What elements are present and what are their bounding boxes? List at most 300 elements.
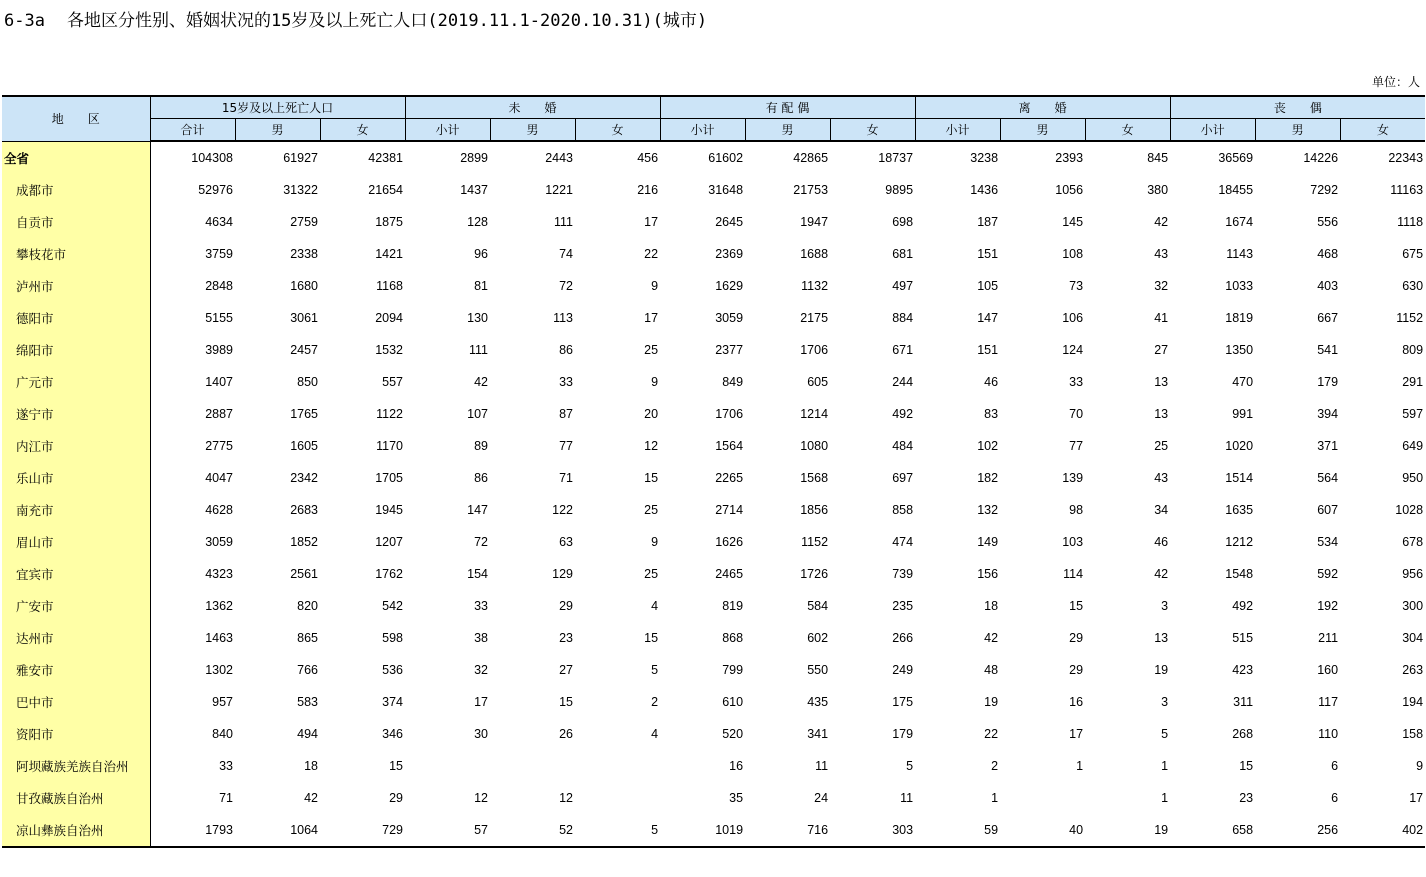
value-cell: 2265 [715,471,744,485]
header-subcolumn: 男 [745,119,830,142]
value-cell: 474 [892,535,914,549]
value-cell: 311 [1233,695,1254,709]
value-cell: 2094 [375,311,404,325]
value-cell: 1852 [290,535,318,549]
value-cell: 3 [1161,599,1169,613]
value-cell: 300 [1402,599,1424,613]
value-cell: 1568 [800,471,829,485]
value-cell: 268 [1232,727,1254,741]
value-cell: 158 [1402,727,1424,741]
value-cell: 12 [644,439,659,453]
value-cell: 423 [1232,663,1254,677]
value-cell: 211 [1318,631,1339,645]
region-cell: 攀枝花市 [2,238,150,270]
value-cell: 304 [1402,631,1424,645]
value-cell: 13 [1154,631,1169,645]
value-cell: 819 [722,599,744,613]
value-cell: 1143 [1226,247,1254,261]
value-cell: 31322 [283,183,318,197]
value-cell: 42 [984,631,999,645]
value-cell: 72 [474,535,489,549]
value-cell: 4628 [205,503,233,517]
header-subcolumn: 男 [1255,119,1340,142]
value-cell: 87 [559,407,574,421]
value-cell: 1945 [375,503,404,517]
header-group: 未 婚 [405,96,660,119]
value-cell: 42 [474,375,489,389]
value-cell: 29 [1069,663,1084,677]
header-subcolumn: 小计 [915,119,1000,142]
value-cell: 5 [1161,727,1169,741]
value-cell: 23 [559,631,574,645]
value-cell: 11163 [1390,183,1424,197]
value-cell: 675 [1402,247,1424,261]
value-cell: 1056 [1055,183,1084,197]
value-cell: 149 [977,535,999,549]
value-cell: 1212 [1225,535,1254,549]
value-cell [490,750,575,782]
value-cell: 13 [1154,407,1169,421]
value-cell: 52976 [198,183,233,197]
table-row [2,462,1425,494]
value-cell: 71 [559,471,574,485]
value-cell: 111 [469,343,489,357]
value-cell: 43 [1154,471,1169,485]
value-cell: 2775 [205,439,233,453]
value-cell [575,750,660,782]
value-cell: 1132 [801,279,829,293]
value-cell: 729 [320,814,405,847]
value-cell: 32 [1154,279,1169,293]
value-cell: 541 [1317,343,1339,357]
value-cell: 17 [1069,727,1084,741]
value-cell: 2714 [715,503,744,517]
value-cell: 156 [977,567,999,581]
table-row [2,590,1425,622]
value-cell: 1605 [290,439,318,453]
value-cell: 9 [651,279,659,293]
header-subcolumn: 女 [1340,119,1425,142]
value-cell: 26 [559,727,574,741]
region-cell: 达州市 [2,622,150,654]
table-row [2,494,1425,526]
value-cell: 192 [1317,599,1339,613]
value-cell: 61927 [283,151,318,165]
value-cell: 25 [644,503,659,517]
value-cell: 132 [977,503,999,517]
table-row [2,814,1425,847]
value-cell: 557 [382,375,404,389]
value-cell: 394 [1317,407,1339,421]
header-subcolumn: 合计 [150,119,235,142]
value-cell: 2887 [205,407,233,421]
value-cell: 1028 [1395,503,1424,517]
value-cell: 3238 [970,151,999,165]
value-cell: 42 [1154,567,1169,581]
value-cell: 1463 [205,631,233,645]
region-cell: 泸州市 [2,270,150,302]
value-cell: 22 [984,727,999,741]
value-cell: 41 [1154,311,1169,325]
value-cell: 1548 [1225,567,1254,581]
table-row [2,398,1425,430]
value-cell: 63 [559,535,574,549]
value-cell: 550 [807,663,829,677]
value-cell: 33 [219,759,233,773]
value-cell: 9 [651,535,659,549]
value-cell: 33 [1069,375,1084,389]
value-cell: 73 [1069,279,1084,293]
value-cell: 1726 [800,567,829,581]
value-cell: 179 [892,727,914,741]
value-cell: 991 [1232,407,1254,421]
value-cell: 5 [906,759,914,773]
region-cell: 凉山彝族自治州 [2,814,150,847]
value-cell: 1362 [205,599,233,613]
value-cell: 15 [644,631,659,645]
value-cell: 602 [807,631,829,645]
value-cell: 1674 [1225,215,1254,229]
table-title: 各地区分性别、婚姻状况的15岁及以上死亡人口(2019.11.1-2020.10.31)(城市) [66,11,708,31]
value-cell: 1302 [205,663,233,677]
value-cell: 128 [467,215,489,229]
value-cell: 147 [467,503,489,517]
value-cell: 154 [467,567,489,581]
header-subcolumn: 男 [235,119,320,142]
table-row [2,174,1425,206]
value-cell: 266 [892,631,914,645]
table-header [2,96,1425,141]
value-cell: 25 [644,343,659,357]
value-cell: 809 [1402,343,1424,357]
value-cell: 630 [1402,279,1424,293]
value-cell: 114 [1063,567,1084,581]
value-cell: 25 [1154,439,1169,453]
header-subcolumn: 小计 [660,119,745,142]
region-cell: 巴中市 [2,686,150,718]
value-cell: 649 [1402,439,1424,453]
value-cell: 957 [212,695,233,709]
value-cell: 1019 [660,814,745,847]
value-cell: 103 [1062,535,1084,549]
table-row [2,718,1425,750]
value-cell: 1706 [800,343,829,357]
table-row [2,686,1425,718]
value-cell: 107 [467,407,489,421]
value-cell: 15 [389,759,404,773]
value-cell: 9 [651,375,659,389]
value-cell: 840 [212,727,233,741]
value-cell: 1 [1161,791,1169,805]
value-cell: 104308 [191,151,233,165]
value-cell: 151 [977,343,999,357]
value-cell: 536 [382,663,404,677]
header-subcolumn: 男 [1000,119,1085,142]
value-cell: 1020 [1225,439,1254,453]
value-cell: 6 [1331,759,1339,773]
value-cell: 194 [1402,695,1424,709]
value-cell: 42 [304,791,318,805]
value-cell: 1875 [375,215,404,229]
value-cell: 14226 [1303,151,1339,165]
value-cell: 374 [382,695,404,709]
value-cell: 850 [297,375,318,389]
value-cell: 610 [722,695,744,709]
value-cell [405,750,490,782]
value-cell: 697 [892,471,914,485]
value-cell: 3059 [715,311,744,325]
value-cell: 1680 [290,279,318,293]
value-cell: 2 [651,695,659,709]
value-cell: 48 [984,663,999,677]
region-cell: 甘孜藏族自治州 [2,782,150,814]
value-cell [575,782,660,814]
value-cell: 74 [559,247,574,261]
value-cell: 371 [1317,439,1339,453]
value-cell: 1170 [376,439,404,453]
value-cell: 23 [1239,791,1254,805]
value-cell: 235 [892,599,914,613]
header-subcolumn: 男 [490,119,575,142]
value-cell: 15 [1069,599,1084,613]
value-cell: 1 [1076,759,1084,773]
value-cell: 34 [1154,503,1169,517]
value-cell: 1152 [1396,311,1424,325]
table-row [2,750,1425,782]
value-cell: 1629 [715,279,744,293]
value-cell: 520 [722,727,744,741]
value-cell: 1635 [1225,503,1254,517]
value-cell: 291 [1402,375,1424,389]
value-cell: 1118 [1397,215,1424,229]
table-row [2,141,1425,174]
value-cell: 1221 [545,183,574,197]
region-cell: 南充市 [2,494,150,526]
value-cell: 40 [1000,814,1085,847]
value-cell: 2342 [290,471,318,485]
value-cell: 106 [1062,311,1084,325]
value-cell: 484 [892,439,914,453]
value-cell: 86 [559,343,574,357]
data-table [2,95,1425,848]
value-cell: 2377 [715,343,744,357]
value-cell: 31648 [708,183,744,197]
region-cell: 宜宾市 [2,558,150,590]
value-cell: 2443 [545,151,574,165]
value-cell: 2645 [715,215,744,229]
value-cell: 187 [977,215,999,229]
value-cell: 19 [1154,663,1169,677]
value-cell: 11 [900,791,914,805]
value-cell: 72 [559,279,574,293]
value-cell: 3059 [205,535,233,549]
value-cell: 249 [892,663,914,677]
value-cell: 858 [892,503,914,517]
header-group: 丧 偶 [1170,96,1425,119]
value-cell: 598 [382,631,404,645]
value-cell: 22 [644,247,659,261]
value-cell: 766 [297,663,318,677]
value-cell: 21654 [368,183,404,197]
region-cell: 阿坝藏族羌族自治州 [2,750,150,782]
value-cell: 849 [722,375,744,389]
region-cell: 广安市 [2,590,150,622]
value-cell: 83 [984,407,999,421]
header-subcolumn: 女 [575,119,660,142]
table-row [2,302,1425,334]
value-cell: 3061 [290,311,318,325]
value-cell: 263 [1402,663,1424,677]
value-cell: 6 [1331,791,1339,805]
value-cell: 46 [1154,535,1169,549]
header-group: 有 配 偶 [660,96,915,119]
value-cell: 1819 [1225,311,1254,325]
region-cell: 广元市 [2,366,150,398]
value-cell: 1064 [235,814,320,847]
value-cell: 46 [984,375,999,389]
value-cell: 15 [644,471,659,485]
value-cell: 12 [559,791,574,805]
header-subcolumn: 女 [830,119,915,142]
value-cell: 341 [807,727,829,741]
value-cell: 2369 [715,247,744,261]
value-cell: 182 [977,471,999,485]
value-cell: 129 [552,567,574,581]
value-cell: 20 [644,407,659,421]
table-row [2,334,1425,366]
value-cell: 151 [977,247,999,261]
value-cell: 716 [745,814,830,847]
value-cell: 42 [1154,215,1169,229]
region-cell: 全省 [2,141,150,174]
value-cell: 2 [991,759,999,773]
value-cell: 799 [722,663,744,677]
value-cell: 1033 [1225,279,1254,293]
value-cell: 147 [977,311,999,325]
value-cell: 1706 [715,407,744,421]
value-cell: 607 [1317,503,1339,517]
value-cell: 216 [637,183,659,197]
value-cell: 2848 [205,279,233,293]
value-cell: 77 [559,439,574,453]
value-cell: 534 [1317,535,1339,549]
value-cell: 15 [559,695,574,709]
value-cell: 671 [892,343,914,357]
table-row [2,782,1425,814]
value-cell: 597 [1402,407,1424,421]
header-group: 离 婚 [915,96,1170,119]
value-cell: 102 [977,439,999,453]
value-cell: 9 [1416,759,1424,773]
value-cell: 18 [304,759,318,773]
value-cell: 2899 [460,151,489,165]
value-cell: 124 [1062,343,1084,357]
value-cell: 18737 [878,151,914,165]
table-row [2,430,1425,462]
value-cell: 1856 [800,503,829,517]
value-cell: 139 [1062,471,1084,485]
value-cell: 2683 [290,503,318,517]
value-cell: 32 [474,663,489,677]
value-cell: 402 [1340,814,1425,847]
value-cell: 110 [1318,727,1339,741]
table-row [2,558,1425,590]
value-cell: 380 [1147,183,1169,197]
value-cell: 17 [644,311,659,325]
value-cell: 89 [474,439,489,453]
value-cell: 25 [644,567,659,581]
value-cell: 2175 [800,311,829,325]
value-cell: 556 [1317,215,1339,229]
header-subcolumn: 女 [1085,119,1170,142]
value-cell: 468 [1317,247,1339,261]
value-cell: 4 [651,599,659,613]
value-cell: 1514 [1225,471,1254,485]
value-cell: 956 [1402,567,1424,581]
value-cell: 456 [637,151,659,165]
value-cell: 33 [559,375,574,389]
value-cell: 658 [1170,814,1255,847]
value-cell: 145 [1062,215,1084,229]
value-cell: 4047 [205,471,233,485]
value-cell: 18455 [1218,183,1254,197]
value-cell: 29 [1069,631,1084,645]
value-cell: 122 [552,503,574,517]
value-cell: 346 [382,727,404,741]
table-row [2,270,1425,302]
value-cell: 698 [892,215,914,229]
value-cell: 17 [1409,791,1424,805]
value-cell: 16 [1069,695,1084,709]
value-cell: 81 [474,279,489,293]
value-cell: 22343 [1388,151,1424,165]
value-cell: 1437 [460,183,489,197]
value-cell: 303 [830,814,915,847]
value-cell: 1207 [375,535,404,549]
value-cell: 605 [807,375,829,389]
value-cell: 98 [1069,503,1084,517]
value-cell: 33 [474,599,489,613]
value-cell: 865 [297,631,318,645]
value-cell: 1793 [150,814,235,847]
header-subcolumn: 小计 [405,119,490,142]
value-cell: 9895 [885,183,914,197]
value-cell: 2457 [290,343,318,357]
value-cell: 175 [892,695,914,709]
value-cell: 36569 [1218,151,1254,165]
value-cell: 542 [382,599,404,613]
value-cell: 17 [644,215,659,229]
value-cell: 57 [405,814,490,847]
value-cell: 592 [1317,567,1339,581]
value-cell: 497 [892,279,914,293]
value-cell: 5 [575,814,660,847]
value-cell: 52 [490,814,575,847]
value-cell: 492 [1232,599,1254,613]
region-cell: 德阳市 [2,302,150,334]
value-cell: 1705 [375,471,404,485]
value-cell: 29 [389,791,404,805]
value-cell: 2338 [290,247,318,261]
header-region: 地 区 [2,96,150,141]
value-cell: 583 [297,695,318,709]
value-cell: 1 [1161,759,1169,773]
value-cell: 845 [1147,151,1169,165]
value-cell: 1626 [715,535,744,549]
value-cell: 494 [297,727,318,741]
value-cell: 3759 [205,247,233,261]
region-cell: 成都市 [2,174,150,206]
